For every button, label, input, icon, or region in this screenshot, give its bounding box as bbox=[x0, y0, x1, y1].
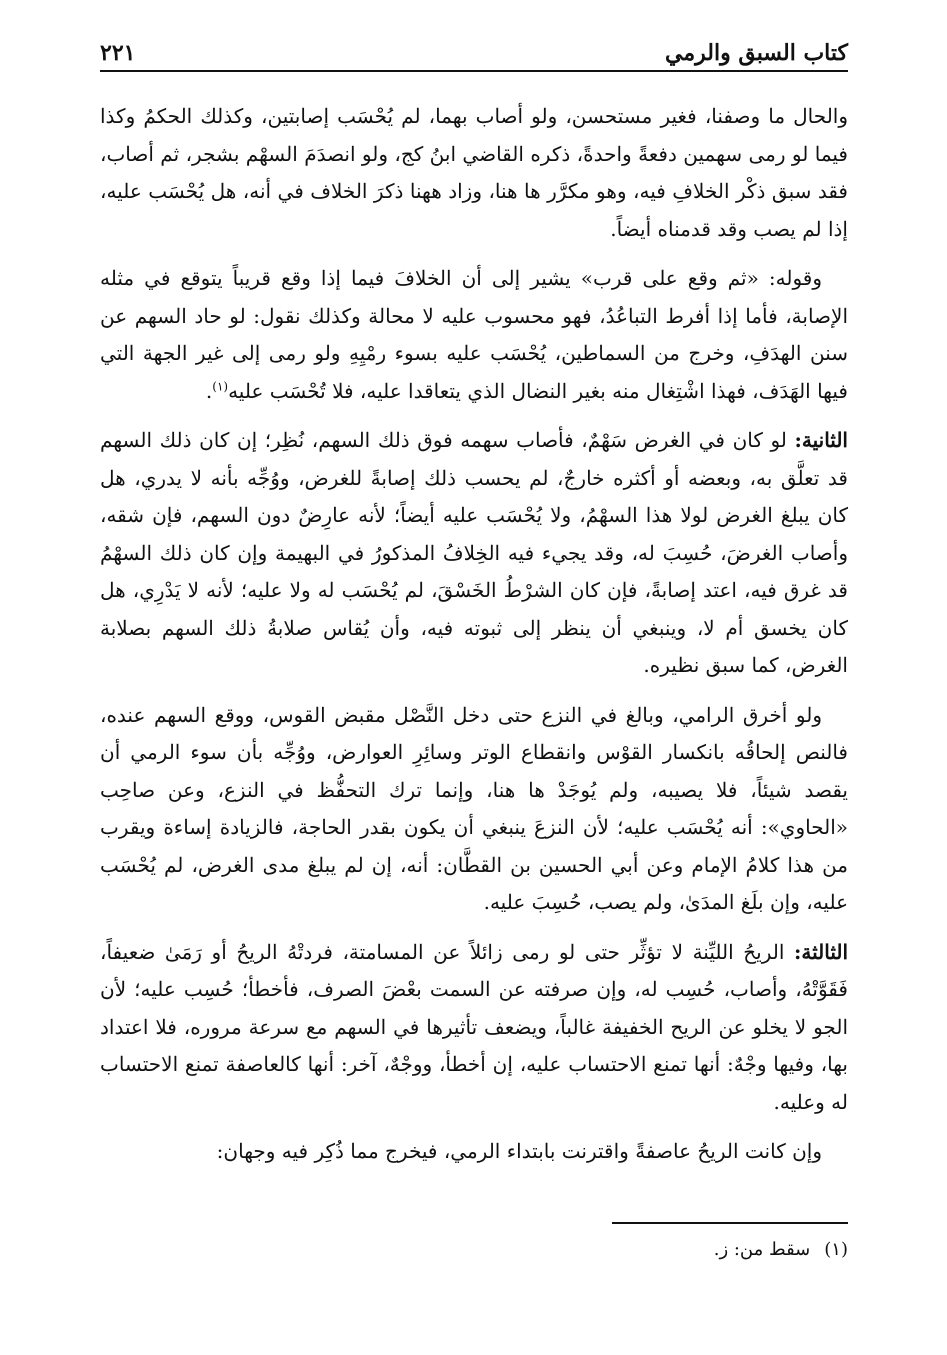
paragraph-3 bbox=[100, 422, 848, 685]
paragraph-2 bbox=[100, 260, 848, 410]
paragraph-text: والحال ما وصفنا، فغير مستحسن، ولو أصاب بهما، لم يُحْسَب إصابتين، وكذلك الحكمُ وكذا فيما لو رمى سهمين دفعةً واحدةً، ذكره القاضي ابنُ كج، ولو انصدَمَ السهْم بشجر، ثم أصاب، فقد سبق ذكْر الخلافِ فيه، وهو مكرَّر ها هنا، وزاد ههنا ذكرَ الخلاف في أنه، هل يُحْسَب عليه، إذا لم يصب وقد قدمناه أيضاً. bbox=[100, 104, 848, 241]
paragraph-text: ولو أخرق الرامي، وبالغ في النزع حتى دخل النَّصْل مقبض القوس، ووقع السهم عنده، فالنص إلحاقُه بانكسار القوْس وانقطاع الوتر وسائِرِ العوارض، ووُجِّه بأن سوء الرمي أن يقصد شيئاً، فلا يصيبه، ولم يُوجَدْ ها هنا، وإنما ترك التحفُّظ في النزع، وعن صاحِب «الحاوي»: أنه يُحْسَب عليه؛ لأن النزعَ ينبغي أن يكون بقدر الحاجة، فالزيادة إساءة ويقرب من هذا كلامُ الإمام وعن أبي الحسين بن القطَّان: أنه، إن لم يبلغ مدى الغرض، لم يُحْسَب عليه، وإن بلَغ المدَىٰ، ولم يصب، حُسِبَ عليه. bbox=[100, 702, 848, 914]
running-title: كتاب السبق والرمي bbox=[665, 40, 848, 66]
paragraph-5 bbox=[100, 934, 848, 1122]
page-header bbox=[100, 36, 848, 72]
footnote-text: سقط من: ز. bbox=[713, 1239, 811, 1260]
section-lead: الثالثة: bbox=[793, 939, 848, 964]
paragraph-text: الريحُ الليِّنة لا تؤثِّر حتى لو رمى زائلاً عن المسامتة، فردتْهُ الريحُ أو رَمَىٰ ضعيفاً، فَقَوَّتْهُ، وأصاب، حُسِب له، وإن صرفته عن السمت بعْضَ الصرف، فأخطأ؛ حُسِب عليه؛ لأن الجو لا يخلو عن الريح الخفيفة غالباً، ويضعف تأثيرها في السهم مع سرعة مروره، فلا اعتداد بها، وفيها وجْهٌ: أنها تمنع الاحتساب عليه، إن أخطأ، ووجْهٌ، آخر: أنها كالعاصفة تمنع الاحتساب له وعليه. bbox=[100, 939, 848, 1114]
paragraph-text: وقوله: «ثم وقع على قرب» يشير إلى أن الخلافَ فيما إذا وقع قريباً يتوقع في مثله الإصابة، فأما إذا أفرط التباعُدُ، فهو محسوب عليه لا محالة وكذلك نقول: لو حاد السهم عن سنن الهدَفِ، وخرج من السماطين، يُحْسَب عليه بسوء رمْيِهِ ولو رمى إلى غير الجهة التي فيها الهَدَف، فهذا اشْتِغال منه بغير النضال الذي يتعاقدا عليه، فلا تُحْسَب عليه bbox=[100, 266, 848, 403]
paragraph-text: وإن كانت الريحُ عاصفةً واقترنت بابتداء الرمي، فيخرج مما ذُكِر فيه وجهان: bbox=[216, 1139, 822, 1163]
footnote bbox=[100, 1236, 848, 1264]
paragraph-tail: . bbox=[205, 378, 213, 403]
paragraph-4 bbox=[100, 697, 848, 922]
footnote-reference: (١) bbox=[212, 378, 229, 393]
footnote-marker: (١) bbox=[824, 1239, 848, 1260]
page-number: ٢٢١ bbox=[100, 40, 136, 66]
paragraph-text: لو كان في الغرض سَهْمٌ، فأصاب سهمه فوق ذلك السهم، نُظِر؛ إن كان ذلك السهم قد تعلَّق به، وبعضه أو أكثره خارجٌ، لم يحسب ذلك إصابةً للغرض، ووُجِّه بأنه لا يدري، هل كان يبلغ الغرض لولا هذا السهْمُ، ولا يُحْسَب عليه أيضاً؛ لأنه عارِضٌ دون السهم، فإن شقه، وأصاب الغرضَ، حُسِبَ له، وقد يجيء فيه الخِلافُ المذكورُ في البهيمة وإن كان ذلك السهْمُ قد غرق فيه، اعتد إصابةً، فإن كان الشرْطُ الخَسْقَ، لم يُحْسَب له ولا عليه؛ لأنه لا يَدْرِي، هل كان يخسق أم لا، وينبغي أن ينظر إلى ثبوته فيه، وأن يُقاس صلابةُ ذلك السهم بصلابة الغرض، كما سبق نظيره. bbox=[100, 428, 848, 677]
paragraph-6 bbox=[100, 1133, 848, 1171]
section-lead: الثانية: bbox=[794, 428, 848, 452]
footnote-divider bbox=[612, 1222, 848, 1224]
paragraph-1 bbox=[100, 98, 848, 248]
main-text bbox=[100, 98, 848, 1183]
